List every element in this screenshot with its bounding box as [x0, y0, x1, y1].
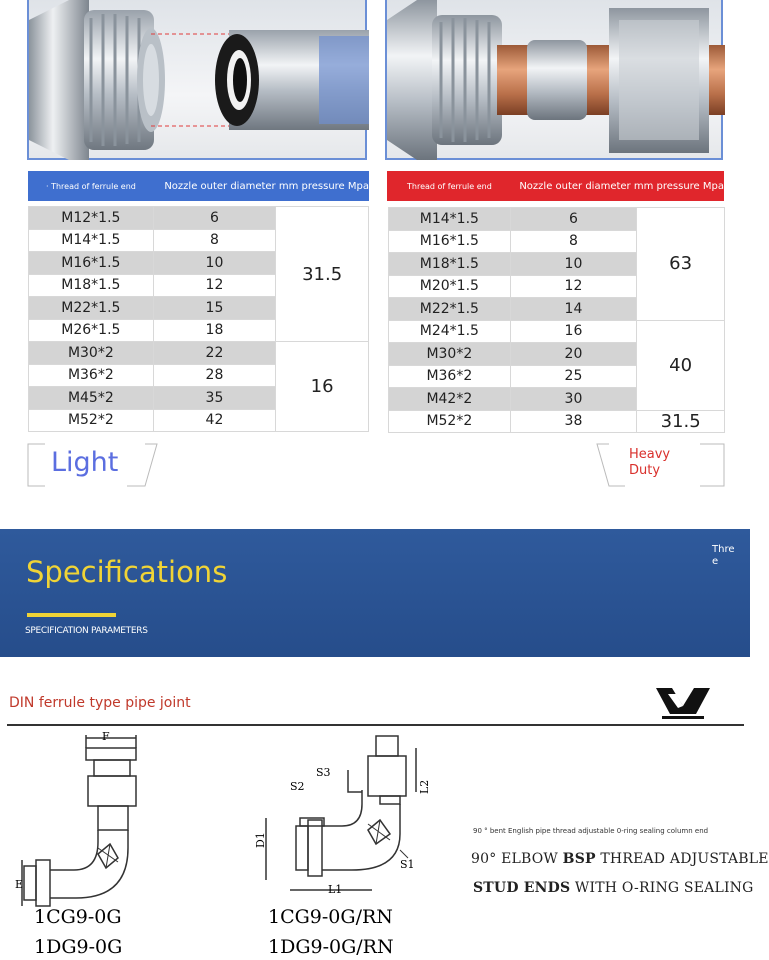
corner-text-line1: Thre [712, 544, 735, 555]
description-line1-c: THREAD ADJUSTABLE [595, 851, 769, 867]
od-cell: 20 [510, 343, 637, 366]
description-line2-a: STUD ENDS [473, 880, 571, 896]
specifications-subtitle: SPECIFICATION PARAMETERS [25, 626, 148, 636]
description-line1 [471, 851, 769, 867]
part-code-4: 1DG9-0G/RN [268, 936, 394, 958]
thread-cell: M26*1.5 [29, 319, 154, 342]
corner-text-line2: e [712, 556, 719, 567]
thread-cell: M36*2 [29, 364, 154, 387]
thread-cell: M52*2 [29, 409, 154, 432]
od-cell: 8 [510, 230, 637, 253]
pressure-cell: 16 [276, 342, 369, 432]
title-underline [27, 613, 116, 617]
light-fitting-photo [27, 0, 367, 160]
od-cell: 12 [153, 274, 276, 297]
od-cell: 18 [153, 319, 276, 342]
elbow-drawing-2 [250, 730, 450, 960]
od-cell: 14 [510, 298, 637, 321]
thread-cell: M30*2 [29, 342, 154, 365]
od-cell: 38 [510, 410, 637, 433]
light-label: Light [51, 447, 119, 478]
od-cell: 6 [510, 208, 637, 231]
part-code-3: 1CG9-0G/RN [268, 906, 393, 928]
thread-cell: M52*2 [389, 410, 511, 433]
fitting-illustration-light [29, 0, 369, 160]
section-title: DIN ferrule type pipe joint [9, 695, 191, 711]
table-row [29, 342, 369, 365]
od-cell: 6 [153, 207, 276, 230]
thread-cell: M30*2 [389, 343, 511, 366]
heavy-spec-table [388, 207, 725, 433]
pressure-cell: 40 [637, 320, 725, 410]
heavy-label-line2: Duty [629, 463, 661, 478]
table-row [29, 207, 369, 230]
description-line2 [473, 880, 754, 896]
od-cell: 8 [153, 229, 276, 252]
od-cell: 35 [153, 387, 276, 410]
elbow-drawing-1 [14, 730, 174, 960]
description-line1-b: BSP [562, 851, 596, 867]
thread-cell: M14*1.5 [389, 208, 511, 231]
light-header-od: Nozzle outer diameter mm pressure Mpa [164, 180, 369, 192]
od-cell: 12 [510, 275, 637, 298]
description-line2-b: WITH O-RING SEALING [570, 880, 754, 896]
part-code-2: 1DG9-0G [34, 936, 123, 958]
heavy-header-thread: Thread of ferrule end [407, 181, 492, 191]
pressure-cell: 63 [637, 208, 725, 321]
od-cell: 42 [153, 409, 276, 432]
od-cell: 25 [510, 365, 637, 388]
part-code-1: 1CG9-0G [34, 906, 122, 928]
dim-e-label: E [15, 878, 24, 891]
dim-f-label: F [102, 730, 110, 743]
brand-logo-icon [654, 686, 712, 722]
description-line1-a: 90° ELBOW [471, 851, 563, 867]
thread-cell: M16*1.5 [389, 230, 511, 253]
light-table-header [28, 171, 369, 201]
dim-d1-label: D1 [254, 832, 267, 848]
section-divider [7, 724, 744, 726]
corner-text [712, 544, 735, 568]
heavy-header-od: Nozzle outer diameter mm pressure Mpa [519, 180, 724, 192]
thread-cell: M22*1.5 [389, 298, 511, 321]
fitting-illustration-heavy [387, 0, 725, 160]
thread-cell: M16*1.5 [29, 252, 154, 275]
heavy-fitting-photo [385, 0, 723, 160]
od-cell: 22 [153, 342, 276, 365]
pressure-cell: 31.5 [637, 410, 725, 433]
table-row [389, 320, 725, 343]
thread-cell: M20*1.5 [389, 275, 511, 298]
table-row [389, 410, 725, 433]
table-row [389, 208, 725, 231]
heavy-label [629, 447, 670, 479]
heavy-label-line1: Heavy [629, 447, 671, 462]
thread-cell: M18*1.5 [389, 253, 511, 276]
thread-cell: M22*1.5 [29, 297, 154, 320]
thread-cell: M42*2 [389, 388, 511, 411]
heavy-table-header [387, 171, 724, 201]
od-cell: 10 [510, 253, 637, 276]
dim-s2-label: S2 [290, 780, 305, 793]
light-spec-table [28, 206, 369, 432]
description-small: 90 ° bent English pipe thread adjustable 0-ring sealing column end [473, 827, 709, 835]
pressure-cell: 31.5 [276, 207, 369, 342]
dim-l1-label: L1 [328, 883, 343, 896]
thread-cell: M14*1.5 [29, 229, 154, 252]
od-cell: 30 [510, 388, 637, 411]
dim-s3-label: S3 [316, 766, 331, 779]
specifications-banner [0, 529, 750, 657]
thread-cell: M18*1.5 [29, 274, 154, 297]
od-cell: 15 [153, 297, 276, 320]
thread-cell: M36*2 [389, 365, 511, 388]
od-cell: 16 [510, 320, 637, 343]
thread-cell: M24*1.5 [389, 320, 511, 343]
dim-s1-label: S1 [400, 858, 415, 871]
od-cell: 10 [153, 252, 276, 275]
thread-cell: M45*2 [29, 387, 154, 410]
specifications-title: Specifications [26, 555, 228, 589]
dim-l2-label: L2 [418, 779, 431, 794]
light-header-thread: · Thread of ferrule end [46, 181, 136, 191]
thread-cell: M12*1.5 [29, 207, 154, 230]
od-cell: 28 [153, 364, 276, 387]
